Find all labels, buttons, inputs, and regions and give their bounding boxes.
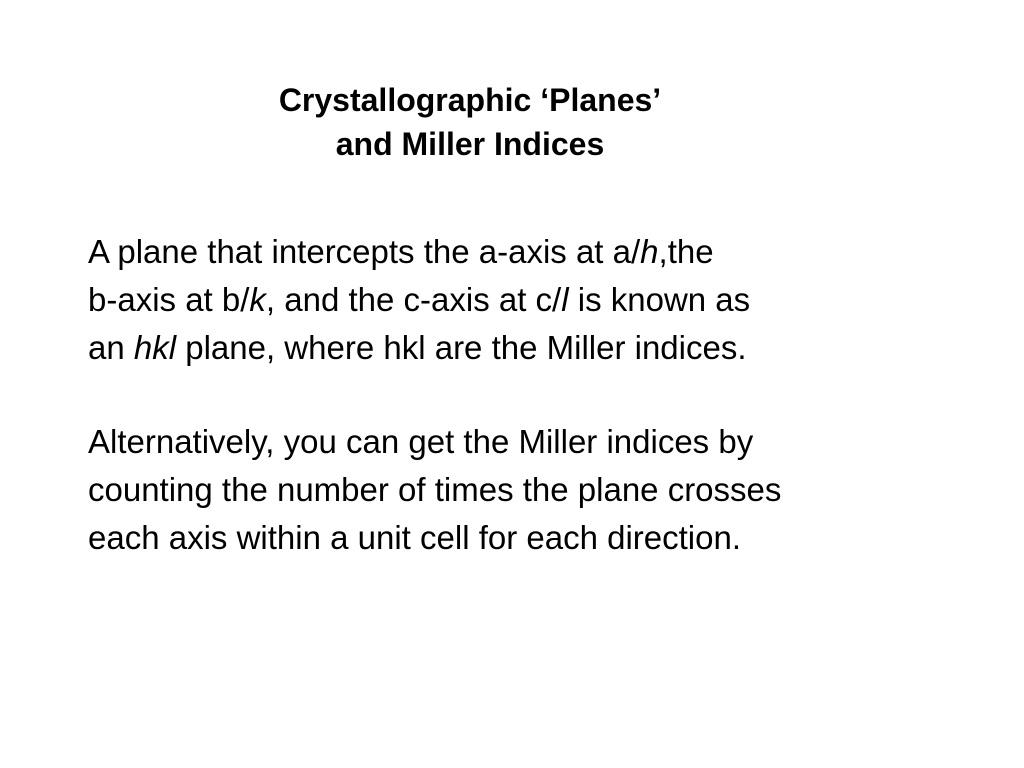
paragraph2-line-3: each axis within a unit cell for each direction. [88, 519, 742, 556]
text-segment: b-axis at b/ [88, 281, 250, 318]
text-segment: plane, where hkl are the Miller indices. [176, 329, 747, 366]
italic-k: k [249, 281, 266, 318]
paragraph2-line-2: counting the number of times the plane crosses [88, 471, 782, 508]
italic-l: l [561, 281, 569, 318]
paragraph1-line-1 [88, 228, 988, 276]
text-segment: ,the [658, 233, 714, 270]
paragraph1-line-2 [88, 276, 988, 324]
text-segment: , and the c-axis at c/ [265, 281, 562, 318]
text-segment: an [88, 329, 134, 366]
text-segment: A plane that intercepts the a-axis at a/ [88, 233, 641, 270]
paragraph-miller-definition [88, 228, 988, 372]
title-line-1: Crystallographic ‘Planes’ [278, 82, 662, 118]
paragraph2-line-1: Alternatively, you can get the Miller indices by [88, 423, 754, 460]
text-segment: is known as [568, 281, 751, 318]
title-line-2: and Miller Indices [335, 126, 605, 162]
italic-h: h [640, 233, 659, 270]
paragraph1-line-3 [88, 324, 988, 372]
italic-hkl: hkl [133, 329, 177, 366]
paragraph-alternative-method [88, 418, 988, 562]
slide-title [0, 78, 940, 166]
